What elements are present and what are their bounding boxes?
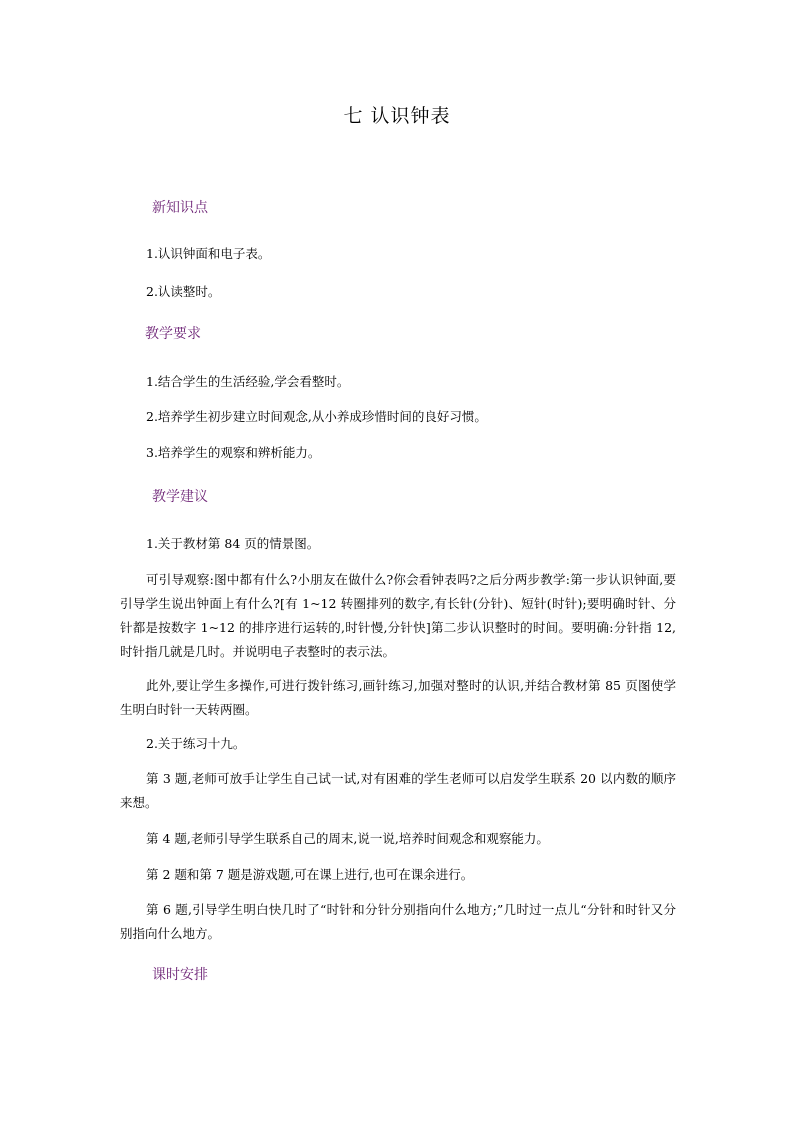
paragraph: 可引导观察:图中都有什么?小朋友在做什么?你会看钟表吗?之后分两步教学:第一步认识钟面,要引导学生说出钟面上有什么?[有 1~12 转圈排列的数字,有长针(分针)、短针(时针);要明确时针、分针都是按数字 1~12 的排序进行运转的,时针慢,分针快]第二步认识整时的时间。要明确:分针指 12,时针指几就是几时。并说明电子表整时的表示法。 — [120, 572, 676, 659]
list-item: 1.认识钟面和电子表。 — [146, 246, 271, 261]
paragraph: 第 2 题和第 7 题是游戏题,可在课上进行,也可在课余进行。 — [146, 867, 474, 882]
section-heading-suggestions: 教学建议 — [152, 489, 208, 505]
paragraph: 第 4 题,老师引导学生联系自己的周末,说一说,培养时间观念和观察能力。 — [146, 831, 549, 846]
paragraph: 此外,要让学生多操作,可进行拨针练习,画针练习,加强对整时的认识,并结合教材第 85 页图使学生明白时针一天转两圈。 — [120, 678, 676, 717]
section-heading-requirements: 教学要求 — [145, 326, 201, 342]
paragraph: 第 3 题,老师可放手让学生自己试一试,对有困难的学生老师可以启发学生联系 20 以内数的顺序来想。 — [120, 771, 676, 810]
page-title: 七 认识钟表 — [343, 105, 451, 127]
list-item: 1.关于教材第 84 页的情景图。 — [146, 536, 320, 551]
section-heading-schedule: 课时安排 — [152, 967, 208, 983]
list-item: 2.关于练习十九。 — [146, 736, 246, 751]
list-item: 2.培养学生初步建立时间观念,从小养成珍惜时间的良好习惯。 — [146, 409, 487, 424]
list-item: 3.培养学生的观察和辨析能力。 — [146, 445, 321, 460]
paragraph: 第 6 题,引导学生明白快几时了“时针和分针分别指向什么地方;”几时过一点儿“分针和时针又分别指向什么地方。 — [120, 902, 676, 941]
list-item: 1.结合学生的生活经验,学会看整时。 — [146, 374, 350, 389]
section-heading-new-knowledge: 新知识点 — [152, 200, 208, 216]
list-item: 2.认读整时。 — [146, 284, 221, 299]
